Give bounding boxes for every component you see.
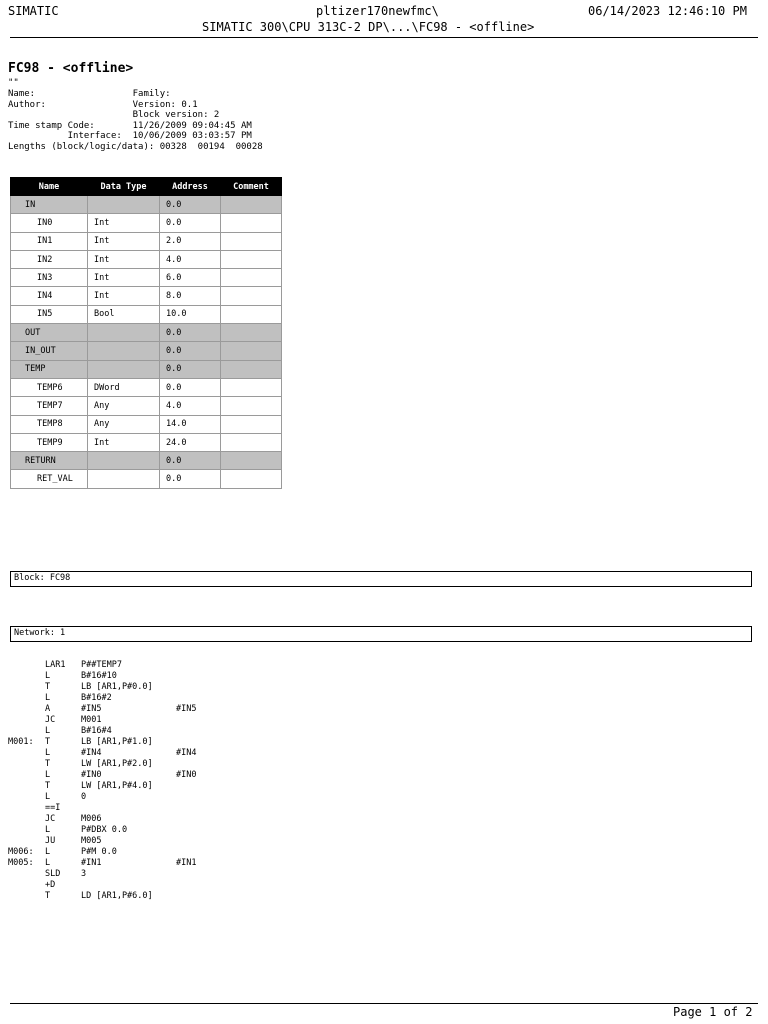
cell-name: TEMP6 [11, 378, 88, 396]
code-operator: L [45, 825, 51, 835]
table-row [11, 470, 282, 488]
code-symbol-comment: #IN0 [176, 770, 197, 780]
cell-address: 2.0 [160, 232, 221, 250]
code-operand: P##TEMP7 [81, 660, 122, 670]
code-operator: L [45, 792, 51, 802]
cell-type [88, 360, 160, 378]
cell-comment [221, 232, 282, 250]
code-operand: LB [AR1,P#0.0] [81, 682, 153, 692]
code-operator: L [45, 748, 51, 758]
table-header-row [11, 178, 282, 196]
code-operand: P#DBX 0.0 [81, 825, 128, 835]
block-property-line: Time stamp Code: 11/26/2009 09:04:45 AM [8, 120, 252, 131]
header-project: pltizer170newfmc\ [316, 4, 439, 18]
code-operator: T [45, 891, 51, 901]
cell-name: RET_VAL [11, 470, 88, 488]
cell-comment [221, 305, 282, 323]
code-operator: L [45, 770, 51, 780]
cell-name: TEMP [11, 360, 88, 378]
code-operand: 0 [81, 792, 87, 802]
cell-comment [221, 378, 282, 396]
code-operator: LAR1 [45, 660, 66, 670]
cell-name: IN [11, 196, 88, 214]
block-property-line: Author: Version: 0.1 [8, 99, 198, 110]
code-operand: #IN0 [81, 770, 102, 780]
cell-type [88, 452, 160, 470]
code-operand: P#M 0.0 [81, 847, 117, 857]
footer-rule [10, 1003, 758, 1004]
code-symbol-comment: #IN4 [176, 748, 197, 758]
code-operand: LW [AR1,P#2.0] [81, 759, 153, 769]
cell-type [88, 324, 160, 342]
cell-type: Any [88, 415, 160, 433]
code-operand: B#16#4 [81, 726, 112, 736]
cell-comment [221, 287, 282, 305]
cell-address: 0.0 [160, 452, 221, 470]
code-operand: 3 [81, 869, 87, 879]
code-operator: T [45, 759, 51, 769]
table-row [11, 269, 282, 287]
cell-type: Int [88, 214, 160, 232]
cell-comment [221, 269, 282, 287]
section-row [11, 342, 282, 360]
table-row [11, 305, 282, 323]
block-property-line: Block version: 2 [8, 110, 220, 121]
code-operator: JU [45, 836, 56, 846]
code-operand: #IN4 [81, 748, 102, 758]
cell-address: 0.0 [160, 214, 221, 232]
code-operand: LW [AR1,P#4.0] [81, 781, 153, 791]
cell-type: Int [88, 250, 160, 268]
code-symbol-comment: #IN1 [176, 858, 197, 868]
code-label: M006: [8, 847, 34, 857]
cell-name: TEMP7 [11, 397, 88, 415]
cell-comment [221, 470, 282, 488]
section-row [11, 360, 282, 378]
cell-name: IN0 [11, 214, 88, 232]
col-header-name: Name [11, 178, 88, 196]
code-operand: #IN1 [81, 858, 102, 868]
cell-type: Int [88, 287, 160, 305]
code-operator: A [45, 704, 51, 714]
block-property-line: Lengths (block/logic/data): 00328 00194 00028 [8, 141, 263, 152]
code-operand: M005 [81, 836, 102, 846]
code-label: M005: [8, 858, 34, 868]
code-operator: L [45, 726, 51, 736]
code-operand: B#16#2 [81, 693, 112, 703]
cell-name: IN2 [11, 250, 88, 268]
code-operand: LB [AR1,P#1.0] [81, 737, 153, 747]
code-operator: L [45, 858, 51, 868]
cell-comment [221, 250, 282, 268]
cell-name: IN5 [11, 305, 88, 323]
cell-comment [221, 214, 282, 232]
cell-comment [221, 324, 282, 342]
cell-comment [221, 360, 282, 378]
section-row [11, 324, 282, 342]
cell-comment [221, 342, 282, 360]
cell-name: IN4 [11, 287, 88, 305]
cell-comment [221, 452, 282, 470]
code-operator: L [45, 847, 51, 857]
cell-address: 0.0 [160, 470, 221, 488]
network-bar-label: Network: 1 [14, 628, 66, 638]
cell-type [88, 342, 160, 360]
table-row [11, 378, 282, 396]
code-operator: ==I [45, 803, 61, 813]
block-properties [8, 89, 263, 153]
code-operand: LD [AR1,P#6.0] [81, 891, 153, 901]
cell-name: IN_OUT [11, 342, 88, 360]
block-property-line: Name: Family: [8, 89, 171, 99]
cell-address: 0.0 [160, 342, 221, 360]
section-row [11, 196, 282, 214]
header-path: SIMATIC 300\CPU 313C-2 DP\...\FC98 - <offline> [202, 20, 535, 34]
cell-type: Int [88, 232, 160, 250]
code-operand: B#16#10 [81, 671, 117, 681]
cell-address: 0.0 [160, 378, 221, 396]
table-row [11, 250, 282, 268]
cell-name: IN1 [11, 232, 88, 250]
code-label: M001: [8, 737, 34, 747]
cell-type: Int [88, 269, 160, 287]
cell-name: RETURN [11, 452, 88, 470]
cell-comment [221, 196, 282, 214]
cell-address: 14.0 [160, 415, 221, 433]
table-row [11, 232, 282, 250]
block-property-line: Interface: 10/06/2009 03:03:57 PM [8, 131, 252, 142]
col-header-comment: Comment [221, 178, 282, 196]
code-operator: T [45, 682, 51, 692]
code-operator: T [45, 737, 51, 747]
cell-comment [221, 433, 282, 451]
block-quote: "" [8, 78, 19, 88]
block-bar-label: Block: FC98 [14, 573, 71, 583]
code-operator: L [45, 671, 51, 681]
cell-comment [221, 415, 282, 433]
col-header-address: Address [160, 178, 221, 196]
code-operator: SLD [45, 869, 61, 879]
section-row [11, 452, 282, 470]
code-operand: M006 [81, 814, 102, 824]
cell-type [88, 196, 160, 214]
block-title: FC98 - <offline> [8, 61, 134, 76]
cell-address: 0.0 [160, 324, 221, 342]
cell-type: Int [88, 433, 160, 451]
cell-name: TEMP8 [11, 415, 88, 433]
cell-address: 0.0 [160, 360, 221, 378]
col-header-type: Data Type [88, 178, 160, 196]
code-operator: JC [45, 715, 56, 725]
cell-type [88, 470, 160, 488]
code-operator: +D [45, 880, 56, 890]
cell-comment [221, 397, 282, 415]
cell-address: 10.0 [160, 305, 221, 323]
table-row [11, 433, 282, 451]
declaration-table [10, 177, 282, 489]
cell-type: Any [88, 397, 160, 415]
cell-type: DWord [88, 378, 160, 396]
cell-address: 6.0 [160, 269, 221, 287]
header-left: SIMATIC [8, 4, 59, 18]
header-timestamp: 06/14/2023 12:46:10 PM [588, 4, 747, 18]
cell-address: 24.0 [160, 433, 221, 451]
cell-address: 4.0 [160, 250, 221, 268]
network-bar [10, 626, 752, 642]
code-operator: JC [45, 814, 56, 824]
table-row [11, 214, 282, 232]
cell-name: OUT [11, 324, 88, 342]
table-row [11, 415, 282, 433]
cell-name: IN3 [11, 269, 88, 287]
cell-type: Bool [88, 305, 160, 323]
page-number: Page 1 of 2 [673, 1005, 753, 1019]
table-row [11, 397, 282, 415]
code-operator: T [45, 781, 51, 791]
header-rule [10, 37, 758, 38]
block-bar [10, 571, 752, 587]
table-row [11, 287, 282, 305]
cell-address: 4.0 [160, 397, 221, 415]
cell-name: TEMP9 [11, 433, 88, 451]
code-symbol-comment: #IN5 [176, 704, 197, 714]
code-operator: L [45, 693, 51, 703]
cell-address: 8.0 [160, 287, 221, 305]
code-operand: M001 [81, 715, 102, 725]
code-operand: #IN5 [81, 704, 102, 714]
cell-address: 0.0 [160, 196, 221, 214]
